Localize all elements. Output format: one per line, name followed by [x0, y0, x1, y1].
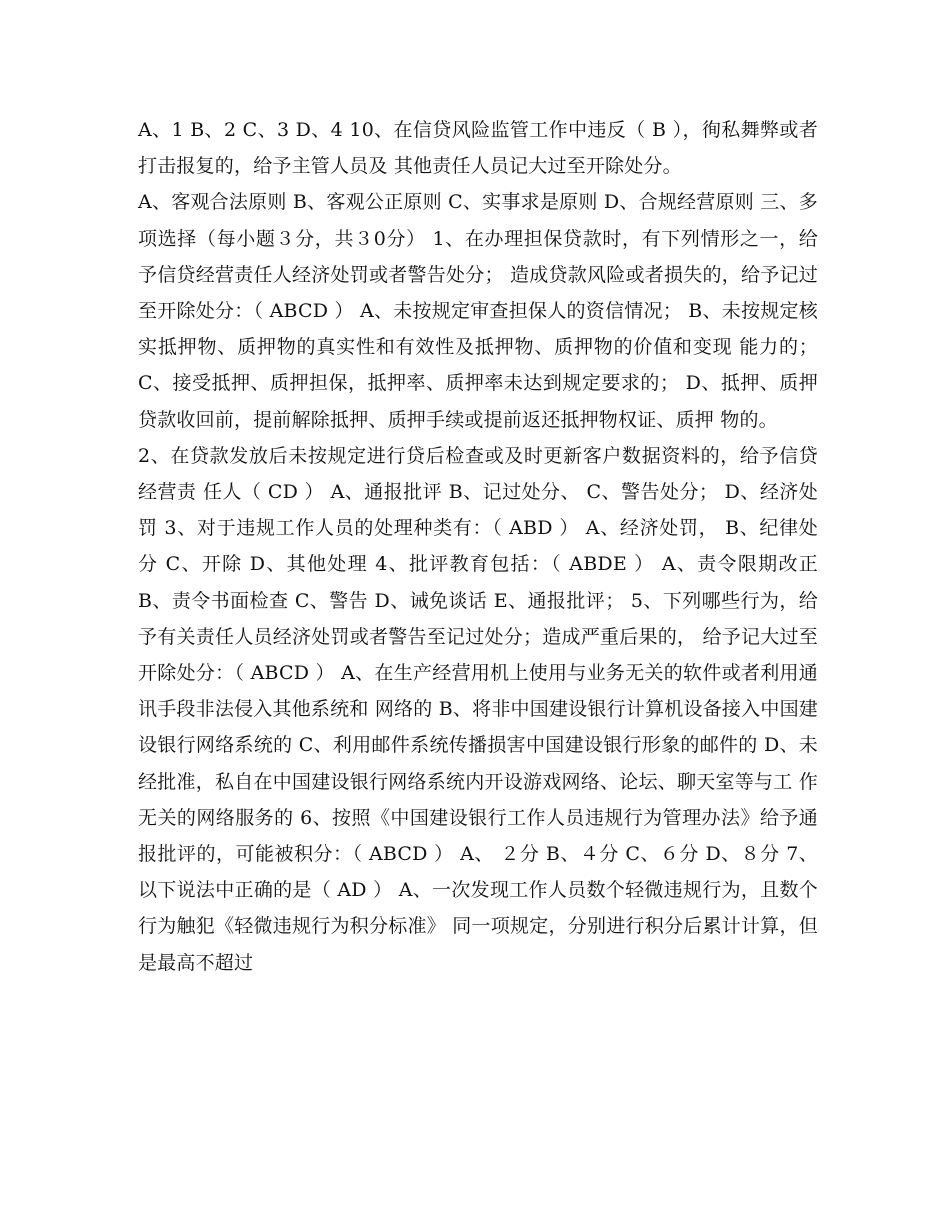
paragraph-1: A、1 B、2 C、3 D、4 10、在信贷风险监管工作中违反（ B ），徇私舞弊或者打击报复的，给予主管人员及 其他责任人员记大过至开除处分。 [138, 119, 818, 178]
document-page [138, 112, 818, 981]
paragraph-2: A、客观合法原则 B、客观公正原则 C、实事求是原则 D、合规经营原则 三、多项选择（每小题３分，共３0分） 1、在办理担保贷款时，有下列情形之一，给予信贷经营责任人经济处罚或者警告处分； 造成贷款风险或者损失的，给予记过至开除处分：（ ABCD ） A、未按规定审查担保人的资信情况； B、未按规定核实抵押物、质押物的真实性和有效性及抵押物、质押物的价值和变现 能力的； C、接受抵押、质押担保，抵押率、质押率未达到规定要求的； D、抵押、质押贷款收回前，提前解除抵押、质押手续或提前返还抵押物权证、质押 物的。 [138, 191, 818, 431]
paragraph-3: 2、在贷款发放后未按规定进行贷后检查或及时更新客户数据资料的，给予信贷经营责 任人（ CD ） A、通报批评 B、记过处分、 C、警告处分； D、经济处罚 3、对于违规工作人员的处理种类有：（ ABD ） A、经济处罚， B、纪律处分 C、开除 D、其他处理 4、批评教育包括：（ ABDE ） A、责令限期改正 B、责令书面检查 C、警告 D、诫免谈话 E、通报批评； 5、下列哪些行为，给予有关责任人员经济处罚或者警告至记过处分；造成严重后果的， 给予记大过至开除处分：（ ABCD ） A、在生产经营用机上使用与业务无关的软件或者利用通讯手段非法侵入其他系统和 网络的 B、将非中国建设银行计算机设备接入中国建设银行网络系统的 C、利用邮件系统传播损害中国建设银行形象的邮件的 D、未经批准，私自在中国建设银行网络系统内开设游戏网络、论坛、聊天室等与工 作无关的网络服务的 6、按照《中国建设银行工作人员违规行为管理办法》给予通报批评的，可能被积分：（ ABCD ） A、 ２分 B、４分 C、６分 D、８分 7、以下说法中正确的是（ AD ） A、一次发现工作人员数个轻微违规行为，且数个行为触犯《轻微违规行为积分标准》 同一项规定，分别进行积分后累计计算，但是最高不超过 [138, 444, 818, 974]
